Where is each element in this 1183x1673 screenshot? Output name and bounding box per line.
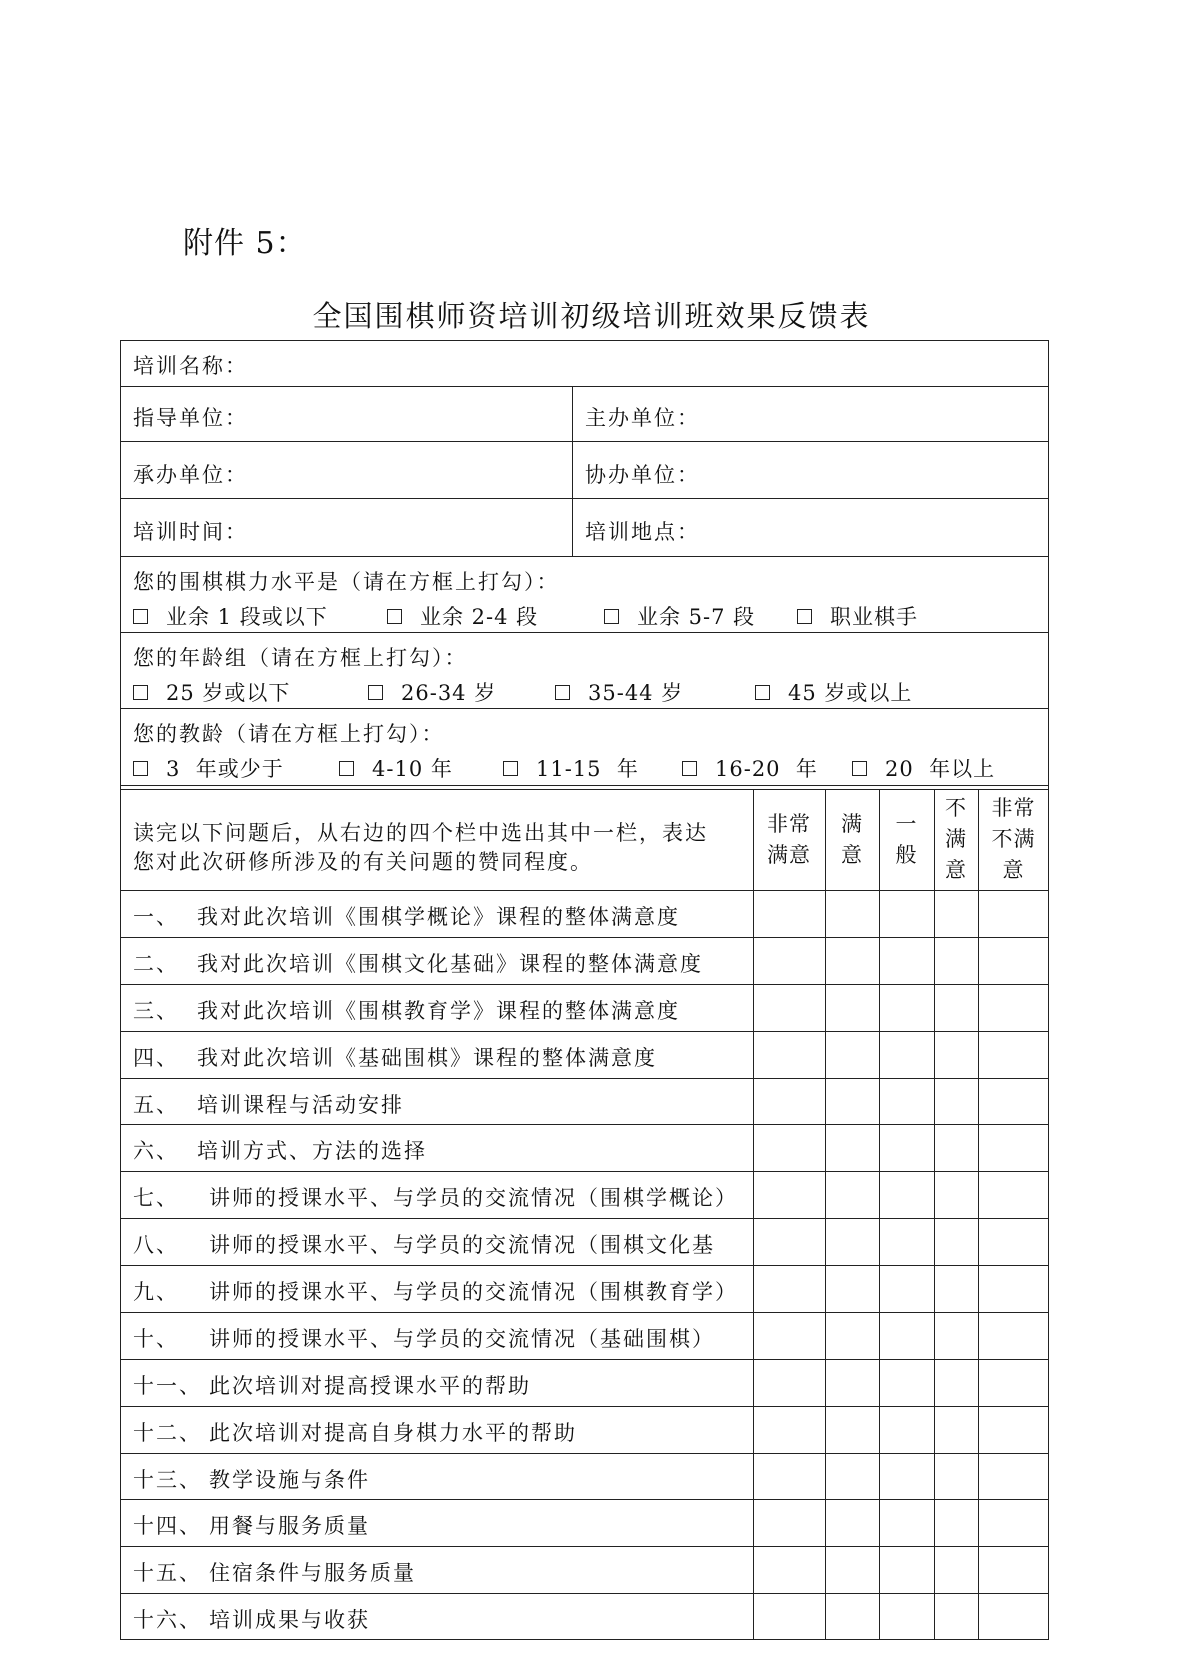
header-line: 满意	[767, 843, 811, 867]
question-row	[133, 1089, 404, 1119]
rating-cell[interactable]	[753, 890, 825, 937]
question-row	[133, 901, 680, 931]
rating-cell[interactable]	[825, 1218, 879, 1265]
rating-cell[interactable]	[978, 984, 1049, 1031]
rating-cell[interactable]	[879, 1124, 934, 1171]
option-label: 25 岁或以下	[166, 681, 291, 705]
teaching-years-option[interactable]	[133, 753, 284, 783]
question-row	[133, 1370, 531, 1400]
rating-cell[interactable]	[879, 1359, 934, 1406]
rating-cell[interactable]	[879, 1078, 934, 1125]
checkbox-icon[interactable]	[133, 761, 148, 776]
rating-instruction: 读完以下问题后，从右边的四个栏中选出其中一栏，表达	[133, 821, 708, 845]
header-line: 一	[895, 812, 918, 836]
header-line: 非常	[991, 796, 1036, 820]
question-row	[133, 1417, 577, 1447]
rating-cell[interactable]	[825, 890, 879, 937]
rating-cell[interactable]	[978, 1031, 1049, 1078]
rating-cell[interactable]	[879, 1453, 934, 1500]
question-number: 十四、	[133, 1514, 202, 1539]
checkbox-icon[interactable]	[368, 685, 383, 700]
option-label: 20 年以上	[885, 757, 996, 781]
rating-cell[interactable]	[879, 1171, 934, 1218]
rating-cell[interactable]	[825, 984, 879, 1031]
row-divider	[120, 498, 1049, 499]
question-text: 讲师的授课水平、与学员的交流情况（围棋文化基	[209, 1233, 715, 1258]
teaching-years-option[interactable]	[682, 753, 818, 783]
question-number: 四、	[133, 1045, 179, 1070]
attachment-label: 附件 5：	[183, 226, 307, 261]
rating-cell[interactable]	[978, 1265, 1049, 1312]
row-divider	[120, 789, 1049, 790]
checkbox-icon[interactable]	[797, 609, 812, 624]
question-number: 十、	[133, 1326, 179, 1351]
guide-unit-field[interactable]: 指导单位：	[133, 406, 248, 430]
header-line: 不	[945, 796, 967, 820]
rating-cell[interactable]	[978, 1546, 1049, 1593]
rating-cell[interactable]	[934, 1218, 978, 1265]
rating-cell[interactable]	[753, 1078, 825, 1125]
header-line: 非常	[767, 812, 811, 836]
rating-cell[interactable]	[934, 1406, 978, 1453]
checkbox-icon[interactable]	[682, 761, 697, 776]
rating-cell[interactable]	[753, 1453, 825, 1500]
rating-cell[interactable]	[934, 1031, 978, 1078]
go-level-option[interactable]	[797, 601, 918, 631]
rating-cell[interactable]	[753, 1499, 825, 1546]
checkbox-icon[interactable]	[852, 761, 867, 776]
rating-cell[interactable]	[753, 937, 825, 984]
rating-cell[interactable]	[934, 1499, 978, 1546]
co-organizer-unit-field[interactable]: 协办单位：	[585, 463, 700, 487]
rating-cell[interactable]	[825, 1546, 879, 1593]
question-number: 十一、	[133, 1373, 202, 1398]
rating-cell[interactable]	[753, 1218, 825, 1265]
rating-cell[interactable]	[753, 1031, 825, 1078]
question-number: 三、	[133, 998, 179, 1023]
rating-header-very-satisfied	[753, 809, 825, 871]
rating-cell[interactable]	[934, 937, 978, 984]
rating-header-dissatisfied	[934, 793, 978, 886]
header-line: 意	[945, 858, 967, 882]
training-location-field[interactable]: 培训地点：	[585, 520, 700, 544]
row-divider	[120, 632, 1049, 633]
rating-cell[interactable]	[753, 1359, 825, 1406]
option-label: 35-44 岁	[588, 681, 684, 705]
question-text: 培训方式、方法的选择	[197, 1139, 427, 1164]
question-row	[133, 1557, 416, 1587]
rating-cell[interactable]	[825, 1453, 879, 1500]
row-divider	[120, 785, 1049, 786]
go-level-option[interactable]	[387, 601, 538, 631]
question-text: 讲师的授课水平、与学员的交流情况（基础围棋）	[209, 1326, 715, 1351]
question-row	[133, 1135, 427, 1165]
training-name-field[interactable]: 培训名称：	[133, 354, 248, 378]
option-label: 业余 2-4 段	[420, 605, 539, 629]
age-group-option[interactable]	[555, 677, 683, 707]
rating-cell[interactable]	[825, 1406, 879, 1453]
age-group-option[interactable]	[755, 677, 912, 707]
rating-cell[interactable]	[934, 1359, 978, 1406]
rating-cell[interactable]	[978, 1078, 1049, 1125]
option-label: 业余 1 段或以下	[166, 605, 328, 629]
host-unit-field[interactable]: 主办单位：	[585, 406, 700, 430]
checkbox-icon[interactable]	[339, 761, 354, 776]
question-number: 十六、	[133, 1608, 202, 1633]
question-number: 十五、	[133, 1561, 202, 1586]
rating-cell[interactable]	[753, 1312, 825, 1359]
checkbox-icon[interactable]	[503, 761, 518, 776]
question-number: 十三、	[133, 1467, 202, 1492]
row-divider	[120, 708, 1049, 709]
header-line: 般	[895, 843, 918, 867]
form-title: 全国围棋师资培训初级培训班效果反馈表	[312, 299, 871, 333]
rating-header-neutral	[879, 809, 934, 871]
header-line: 满	[945, 827, 967, 851]
question-number: 七、	[133, 1186, 179, 1211]
option-label: 3 年或少于	[166, 757, 284, 781]
question-text: 我对此次培训《围棋文化基础》课程的整体满意度	[197, 951, 703, 976]
question-text: 我对此次培训《基础围棋》课程的整体满意度	[197, 1045, 657, 1070]
row-divider	[120, 386, 1049, 387]
question-row	[133, 1229, 715, 1259]
rating-cell[interactable]	[879, 890, 934, 937]
rating-cell[interactable]	[753, 1124, 825, 1171]
rating-cell[interactable]	[934, 890, 978, 937]
rating-cell[interactable]	[825, 1499, 879, 1546]
checkbox-icon[interactable]	[604, 609, 619, 624]
rating-cell[interactable]	[825, 937, 879, 984]
rating-cell[interactable]	[934, 1546, 978, 1593]
rating-cell[interactable]	[934, 1453, 978, 1500]
option-label: 11-15 年	[536, 757, 639, 781]
age-group-option[interactable]	[133, 677, 290, 707]
question-text: 讲师的授课水平、与学员的交流情况（围棋教育学）	[209, 1280, 738, 1304]
question-row	[133, 1182, 738, 1212]
rating-cell[interactable]	[978, 1312, 1049, 1359]
rating-cell[interactable]	[753, 1171, 825, 1218]
question-number: 十二、	[133, 1420, 202, 1445]
rating-cell[interactable]	[825, 1265, 879, 1312]
teaching-years-option[interactable]	[339, 753, 453, 783]
rating-cell[interactable]	[879, 1312, 934, 1359]
teaching-years-option[interactable]	[852, 753, 995, 783]
checkbox-icon[interactable]	[133, 685, 148, 700]
rating-cell[interactable]	[825, 1031, 879, 1078]
rating-cell[interactable]	[825, 1078, 879, 1125]
rating-cell[interactable]	[978, 1218, 1049, 1265]
rating-cell[interactable]	[825, 1593, 879, 1640]
rating-cell[interactable]	[978, 890, 1049, 937]
rating-cell[interactable]	[753, 1546, 825, 1593]
question-row	[133, 1510, 370, 1540]
question-text: 讲师的授课水平、与学员的交流情况（围棋学概论）	[209, 1186, 738, 1211]
age-group-question: 您的年龄组（请在方框上打勾）：	[133, 646, 468, 670]
question-text: 我对此次培训《围棋学概论》课程的整体满意度	[197, 905, 680, 929]
question-row	[133, 1042, 657, 1072]
question-number: 二、	[133, 951, 179, 976]
rating-cell[interactable]	[934, 984, 978, 1031]
rating-cell[interactable]	[934, 1593, 978, 1640]
question-row	[133, 1604, 370, 1634]
go-level-option[interactable]	[604, 601, 755, 631]
question-row	[133, 1323, 715, 1353]
checkbox-icon[interactable]	[133, 609, 148, 624]
rating-cell[interactable]	[879, 1031, 934, 1078]
question-number: 八、	[133, 1233, 179, 1258]
rating-cell[interactable]	[753, 984, 825, 1031]
rating-cell[interactable]	[978, 1406, 1049, 1453]
rating-cell[interactable]	[879, 1546, 934, 1593]
question-text: 培训成果与收获	[209, 1608, 370, 1633]
teaching-years-option[interactable]	[503, 753, 639, 783]
rating-cell[interactable]	[825, 1171, 879, 1218]
column-divider	[572, 386, 573, 556]
rating-cell[interactable]	[753, 1593, 825, 1640]
rating-cell[interactable]	[978, 937, 1049, 984]
rating-cell[interactable]	[934, 1312, 978, 1359]
training-time-field[interactable]: 培训时间：	[133, 520, 248, 544]
rating-cell[interactable]	[934, 1124, 978, 1171]
question-number: 一、	[133, 905, 179, 929]
organizer-unit-field[interactable]: 承办单位：	[133, 463, 248, 487]
rating-cell[interactable]	[753, 1406, 825, 1453]
header-line: 意	[1002, 858, 1025, 882]
header-line: 不满	[991, 827, 1036, 851]
option-label: 职业棋手	[830, 605, 918, 629]
rating-cell[interactable]	[978, 1171, 1049, 1218]
teaching-years-question: 您的教龄（请在方框上打勾）：	[133, 722, 445, 746]
rating-cell[interactable]	[753, 1265, 825, 1312]
rating-header-satisfied	[825, 809, 879, 871]
question-row	[133, 1464, 370, 1494]
rating-cell[interactable]	[934, 1265, 978, 1312]
rating-cell[interactable]	[879, 1499, 934, 1546]
header-line: 意	[841, 843, 863, 867]
rating-cell[interactable]	[879, 1218, 934, 1265]
question-text: 用餐与服务质量	[209, 1514, 370, 1539]
option-label: 26-34 岁	[401, 681, 497, 705]
question-number: 六、	[133, 1139, 179, 1164]
question-text: 此次培训对提高自身棋力水平的帮助	[209, 1420, 577, 1445]
option-label: 45 岁或以上	[788, 681, 913, 705]
question-row	[133, 1276, 738, 1306]
go-level-question: 您的围棋棋力水平是（请在方框上打勾）：	[133, 570, 560, 594]
header-line: 满	[841, 812, 863, 836]
checkbox-icon[interactable]	[387, 609, 402, 624]
question-number: 五、	[133, 1092, 179, 1117]
checkbox-icon[interactable]	[555, 685, 570, 700]
question-number: 九、	[133, 1280, 179, 1304]
rating-cell[interactable]	[879, 984, 934, 1031]
question-text: 培训课程与活动安排	[197, 1092, 404, 1117]
option-label: 4-10 年	[372, 757, 453, 781]
question-text: 住宿条件与服务质量	[209, 1561, 416, 1586]
rating-cell[interactable]	[978, 1124, 1049, 1171]
rating-cell[interactable]	[879, 1265, 934, 1312]
option-label: 业余 5-7 段	[637, 605, 756, 629]
option-label: 16-20 年	[715, 757, 818, 781]
rating-cell[interactable]	[879, 937, 934, 984]
question-text: 教学设施与条件	[209, 1467, 370, 1492]
rating-instruction: 您对此次研修所涉及的有关问题的赞同程度。	[133, 850, 593, 874]
rating-cell[interactable]	[978, 1359, 1049, 1406]
rating-header-very-dissatisfied	[978, 793, 1049, 886]
rating-cell[interactable]	[934, 1078, 978, 1125]
go-level-option[interactable]	[133, 601, 328, 631]
age-group-option[interactable]	[368, 677, 496, 707]
rating-cell[interactable]	[879, 1406, 934, 1453]
rating-cell[interactable]	[978, 1593, 1049, 1640]
rating-cell[interactable]	[978, 1499, 1049, 1546]
question-row	[133, 995, 680, 1025]
question-text: 此次培训对提高授课水平的帮助	[209, 1373, 531, 1398]
rating-cell[interactable]	[825, 1359, 879, 1406]
rating-cell[interactable]	[978, 1453, 1049, 1500]
question-text: 我对此次培训《围棋教育学》课程的整体满意度	[197, 998, 680, 1023]
rating-cell[interactable]	[934, 1171, 978, 1218]
checkbox-icon[interactable]	[755, 685, 770, 700]
row-divider	[120, 556, 1049, 557]
row-divider	[120, 441, 1049, 442]
rating-cell[interactable]	[879, 1593, 934, 1640]
question-row	[133, 948, 703, 978]
rating-cell[interactable]	[825, 1124, 879, 1171]
rating-cell[interactable]	[825, 1312, 879, 1359]
